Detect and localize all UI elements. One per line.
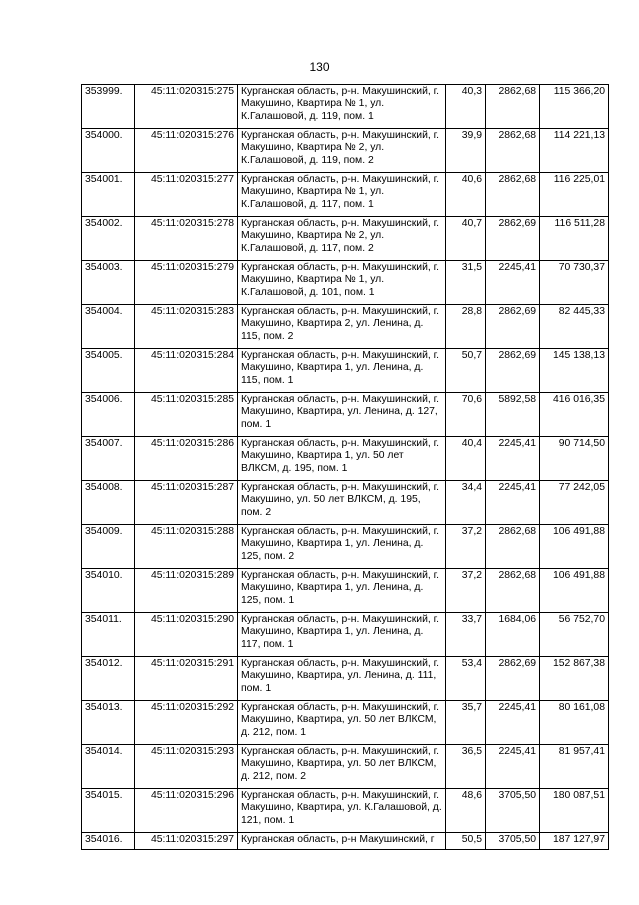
table-body bbox=[82, 85, 609, 850]
area: 37,2 bbox=[446, 569, 486, 613]
cadastral-number: 45:11:020315:286 bbox=[135, 437, 238, 481]
row-number: 354004. bbox=[82, 305, 135, 349]
area: 50,7 bbox=[446, 349, 486, 393]
row-number: 354003. bbox=[82, 261, 135, 305]
cadastral-number: 45:11:020315:288 bbox=[135, 525, 238, 569]
cadastral-value: 180 087,51 bbox=[540, 789, 609, 833]
cadastral-number: 45:11:020315:276 bbox=[135, 129, 238, 173]
row-number: 354001. bbox=[82, 173, 135, 217]
area: 36,5 bbox=[446, 745, 486, 789]
rate: 2245,41 bbox=[486, 261, 540, 305]
cadastral-number: 45:11:020315:285 bbox=[135, 393, 238, 437]
rate: 1684,06 bbox=[486, 613, 540, 657]
area: 37,2 bbox=[446, 525, 486, 569]
cadastral-value: 70 730,37 bbox=[540, 261, 609, 305]
area: 40,6 bbox=[446, 173, 486, 217]
cadastral-value: 82 445,33 bbox=[540, 305, 609, 349]
cadastral-number: 45:11:020315:293 bbox=[135, 745, 238, 789]
table-row bbox=[82, 833, 609, 850]
table-row bbox=[82, 393, 609, 437]
area: 50,5 bbox=[446, 833, 486, 850]
cadastral-number: 45:11:020315:284 bbox=[135, 349, 238, 393]
address: Курганская область, р-н. Макушинский, г. Макушино, Квартира, ул. К.Галашовой, д. 121, пом. 1 bbox=[238, 789, 446, 833]
area: 34,4 bbox=[446, 481, 486, 525]
area: 70,6 bbox=[446, 393, 486, 437]
address: Курганская область, р-н. Макушинский, г. Макушино, Квартира 1, ул. 50 лет ВЛКСМ, д. 195, пом. 1 bbox=[238, 437, 446, 481]
cadastral-number: 45:11:020315:275 bbox=[135, 85, 238, 129]
rate: 2862,68 bbox=[486, 569, 540, 613]
rate: 2245,41 bbox=[486, 745, 540, 789]
area: 40,3 bbox=[446, 85, 486, 129]
rate: 2862,68 bbox=[486, 85, 540, 129]
rate: 2245,41 bbox=[486, 437, 540, 481]
row-number: 354005. bbox=[82, 349, 135, 393]
table-row bbox=[82, 437, 609, 481]
address: Курганская область, р-н. Макушинский, г. Макушино, Квартира № 1, ул. К.Галашовой, д. 101, пом. 1 bbox=[238, 261, 446, 305]
cadastral-value: 116 511,28 bbox=[540, 217, 609, 261]
cadastral-value: 106 491,88 bbox=[540, 525, 609, 569]
table-row bbox=[82, 305, 609, 349]
address: Курганская область, р-н. Макушинский, г. Макушино, Квартира 1, ул. Ленина, д. 125, пом. 1 bbox=[238, 569, 446, 613]
area: 53,4 bbox=[446, 657, 486, 701]
row-number: 354007. bbox=[82, 437, 135, 481]
table-row bbox=[82, 657, 609, 701]
row-number: 354011. bbox=[82, 613, 135, 657]
area: 40,7 bbox=[446, 217, 486, 261]
cadastral-number: 45:11:020315:289 bbox=[135, 569, 238, 613]
rate: 2245,41 bbox=[486, 481, 540, 525]
cadastral-value: 90 714,50 bbox=[540, 437, 609, 481]
table-row bbox=[82, 613, 609, 657]
rate: 2862,69 bbox=[486, 305, 540, 349]
table-row bbox=[82, 173, 609, 217]
cadastral-value: 106 491,88 bbox=[540, 569, 609, 613]
cadastral-number: 45:11:020315:296 bbox=[135, 789, 238, 833]
row-number: 354010. bbox=[82, 569, 135, 613]
cadastral-number: 45:11:020315:297 bbox=[135, 833, 238, 850]
row-number: 354016. bbox=[82, 833, 135, 850]
table-row bbox=[82, 525, 609, 569]
rate: 2862,68 bbox=[486, 129, 540, 173]
table-row bbox=[82, 261, 609, 305]
address: Курганская область, р-н. Макушинский, г. Макушино, Квартира № 1, ул. К.Галашовой, д. 119, пом. 1 bbox=[238, 85, 446, 129]
area: 39,9 bbox=[446, 129, 486, 173]
area: 28,8 bbox=[446, 305, 486, 349]
table-row bbox=[82, 85, 609, 129]
row-number: 354013. bbox=[82, 701, 135, 745]
rate: 5892,58 bbox=[486, 393, 540, 437]
cadastral-value: 416 016,35 bbox=[540, 393, 609, 437]
cadastral-value: 116 225,01 bbox=[540, 173, 609, 217]
page-number: 130 bbox=[309, 60, 330, 74]
rate: 2862,69 bbox=[486, 657, 540, 701]
cadastral-number: 45:11:020315:290 bbox=[135, 613, 238, 657]
rate: 2862,68 bbox=[486, 173, 540, 217]
address: Курганская область, р-н Макушинский, г bbox=[238, 833, 446, 850]
table-row bbox=[82, 569, 609, 613]
area: 31,5 bbox=[446, 261, 486, 305]
cadastral-number: 45:11:020315:277 bbox=[135, 173, 238, 217]
address: Курганская область, р-н. Макушинский, г. Макушино, Квартира 1, ул. Ленина, д. 125, пом. 2 bbox=[238, 525, 446, 569]
cadastral-value: 114 221,13 bbox=[540, 129, 609, 173]
row-number: 354012. bbox=[82, 657, 135, 701]
row-number: 354002. bbox=[82, 217, 135, 261]
address: Курганская область, р-н. Макушинский, г. Макушино, Квартира № 2, ул. К.Галашовой, д. 117, пом. 2 bbox=[238, 217, 446, 261]
row-number: 353999. bbox=[82, 85, 135, 129]
table-row bbox=[82, 701, 609, 745]
row-number: 354000. bbox=[82, 129, 135, 173]
cadastral-value: 115 366,20 bbox=[540, 85, 609, 129]
address: Курганская область, р-н. Макушинский, г. Макушино, Квартира, ул. Ленина, д. 111, пом. 1 bbox=[238, 657, 446, 701]
table-row bbox=[82, 129, 609, 173]
area: 33,7 bbox=[446, 613, 486, 657]
address: Курганская область, р-н. Макушинский, г. Макушино, Квартира, ул. 50 лет ВЛКСМ, д. 212, пом. 1 bbox=[238, 701, 446, 745]
row-number: 354009. bbox=[82, 525, 135, 569]
cadastral-value: 152 867,38 bbox=[540, 657, 609, 701]
rate: 3705,50 bbox=[486, 789, 540, 833]
row-number: 354008. bbox=[82, 481, 135, 525]
address: Курганская область, р-н. Макушинский, г. Макушино, Квартира 1, ул. Ленина, д. 117, пом. 1 bbox=[238, 613, 446, 657]
cadastral-number: 45:11:020315:279 bbox=[135, 261, 238, 305]
address: Курганская область, р-н. Макушинский, г. Макушино, Квартира, ул. 50 лет ВЛКСМ, д. 212, пом. 2 bbox=[238, 745, 446, 789]
address: Курганская область, р-н. Макушинский, г. Макушино, Квартира № 1, ул. К.Галашовой, д. 117, пом. 1 bbox=[238, 173, 446, 217]
cadastral-value: 80 161,08 bbox=[540, 701, 609, 745]
rate: 2862,69 bbox=[486, 217, 540, 261]
table-row bbox=[82, 789, 609, 833]
cadastral-number: 45:11:020315:278 bbox=[135, 217, 238, 261]
address: Курганская область, р-н. Макушинский, г. Макушино, Квартира, ул. Ленина, д. 127, пом. 1 bbox=[238, 393, 446, 437]
address: Курганская область, р-н. Макушинский, г. Макушино, ул. 50 лет ВЛКСМ, д. 195, пом. 2 bbox=[238, 481, 446, 525]
address: Курганская область, р-н. Макушинский, г. Макушино, Квартира 2, ул. Ленина, д. 115, пом. 2 bbox=[238, 305, 446, 349]
cadastral-value: 145 138,13 bbox=[540, 349, 609, 393]
cadastral-value: 81 957,41 bbox=[540, 745, 609, 789]
table-row bbox=[82, 349, 609, 393]
rate: 3705,50 bbox=[486, 833, 540, 850]
rate: 2862,69 bbox=[486, 349, 540, 393]
cadastral-number: 45:11:020315:292 bbox=[135, 701, 238, 745]
property-registry-table bbox=[81, 84, 609, 850]
table-row bbox=[82, 217, 609, 261]
cadastral-value: 187 127,97 bbox=[540, 833, 609, 850]
address: Курганская область, р-н. Макушинский, г. Макушино, Квартира 1, ул. Ленина, д. 115, пом. 1 bbox=[238, 349, 446, 393]
cadastral-value: 56 752,70 bbox=[540, 613, 609, 657]
rate: 2245,41 bbox=[486, 701, 540, 745]
row-number: 354014. bbox=[82, 745, 135, 789]
area: 48,6 bbox=[446, 789, 486, 833]
cadastral-value: 77 242,05 bbox=[540, 481, 609, 525]
row-number: 354015. bbox=[82, 789, 135, 833]
cadastral-number: 45:11:020315:283 bbox=[135, 305, 238, 349]
area: 40,4 bbox=[446, 437, 486, 481]
address: Курганская область, р-н. Макушинский, г. Макушино, Квартира № 2, ул. К.Галашовой, д. 119, пом. 2 bbox=[238, 129, 446, 173]
table-row bbox=[82, 745, 609, 789]
row-number: 354006. bbox=[82, 393, 135, 437]
area: 35,7 bbox=[446, 701, 486, 745]
rate: 2862,68 bbox=[486, 525, 540, 569]
table-row bbox=[82, 481, 609, 525]
cadastral-number: 45:11:020315:287 bbox=[135, 481, 238, 525]
cadastral-number: 45:11:020315:291 bbox=[135, 657, 238, 701]
